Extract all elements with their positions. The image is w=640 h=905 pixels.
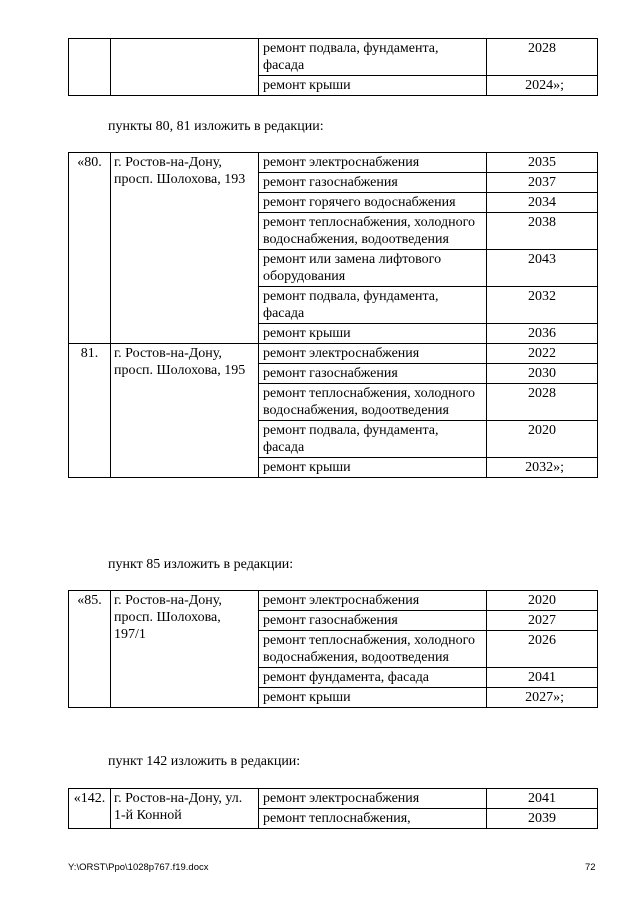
year-cell: 2027: [487, 611, 598, 631]
work-type-cell: ремонт газоснабжения: [259, 611, 487, 631]
work-type-cell: ремонт подвала, фундамента, фасада: [259, 287, 487, 324]
year-cell: 2020: [487, 421, 598, 458]
item-number-cell: 81.: [69, 344, 111, 478]
work-type-cell: ремонт крыши: [259, 688, 487, 708]
year-cell: 2032: [487, 287, 598, 324]
work-type-cell: ремонт крыши: [259, 458, 487, 478]
work-type-cell: ремонт крыши: [259, 76, 487, 96]
amendment-instruction: пункт 85 изложить в редакции:: [108, 557, 294, 572]
year-cell: 2030: [487, 364, 598, 384]
year-cell: 2036: [487, 324, 598, 344]
work-type-cell: ремонт газоснабжения: [259, 173, 487, 193]
work-type-cell: ремонт горячего водоснабжения: [259, 193, 487, 213]
address-cell: г. Ростов-на-Дону, просп. Шолохова, 193: [111, 153, 259, 344]
year-cell: 2038: [487, 213, 598, 250]
year-cell: 2041: [487, 668, 598, 688]
work-type-cell: ремонт фундамента, фасада: [259, 668, 487, 688]
work-type-cell: ремонт подвала, фундамента, фасада: [259, 421, 487, 458]
year-cell: 2043: [487, 250, 598, 287]
work-type-cell: ремонт электроснабжения: [259, 591, 487, 611]
item-number-cell: «80.: [69, 153, 111, 344]
year-cell: 2028: [487, 39, 598, 76]
year-cell: 2024»;: [487, 76, 598, 96]
table-row: [69, 153, 598, 173]
year-cell: 2020: [487, 591, 598, 611]
year-cell: 2035: [487, 153, 598, 173]
year-cell: 2041: [487, 789, 598, 809]
year-cell: 2034: [487, 193, 598, 213]
work-type-cell: ремонт подвала, фундамента, фасада: [259, 39, 487, 76]
work-type-cell: ремонт электроснабжения: [259, 344, 487, 364]
address-cell: г. Ростов-на-Дону, просп. Шолохова, 197/1: [111, 591, 259, 708]
table-row: [69, 789, 598, 809]
amendment-instruction: пункт 142 изложить в редакции:: [108, 754, 301, 769]
schedule-table-continued: [68, 38, 598, 96]
year-cell: 2022: [487, 344, 598, 364]
address-cell: г. Ростов-на-Дону, ул. 1-й Конной: [111, 789, 259, 829]
page-number: 72: [585, 862, 596, 873]
work-type-cell: ремонт или замена лифтового оборудования: [259, 250, 487, 287]
document-file-path: Y:\ORST\Ppo\1028p767.f19.docx: [68, 862, 209, 873]
year-cell: 2027»;: [487, 688, 598, 708]
work-type-cell: ремонт теплоснабжения, холодного водоснабжения, водоотведения: [259, 631, 487, 668]
year-cell: 2039: [487, 809, 598, 829]
work-type-cell: ремонт теплоснабжения, холодного водоснабжения, водоотведения: [259, 384, 487, 421]
address-cell: [111, 39, 259, 96]
year-cell: 2037: [487, 173, 598, 193]
schedule-table-item-85: [68, 590, 598, 708]
work-type-cell: ремонт теплоснабжения, холодного водоснабжения, водоотведения: [259, 213, 487, 250]
table-row: [69, 591, 598, 611]
work-type-cell: ремонт крыши: [259, 324, 487, 344]
work-type-cell: ремонт электроснабжения: [259, 153, 487, 173]
work-type-cell: ремонт теплоснабжения,: [259, 809, 487, 829]
year-cell: 2026: [487, 631, 598, 668]
year-cell: 2028: [487, 384, 598, 421]
item-number-cell: [69, 39, 111, 96]
item-number-cell: «85.: [69, 591, 111, 708]
work-type-cell: ремонт электроснабжения: [259, 789, 487, 809]
year-cell: 2032»;: [487, 458, 598, 478]
schedule-table-items-80-81: [68, 152, 598, 478]
table-row: [69, 344, 598, 364]
item-number-cell: «142.: [69, 789, 111, 829]
schedule-table-item-142: [68, 788, 598, 829]
work-type-cell: ремонт газоснабжения: [259, 364, 487, 384]
address-cell: г. Ростов-на-Дону, просп. Шолохова, 195: [111, 344, 259, 478]
table-row: [69, 39, 598, 76]
amendment-instruction: пункты 80, 81 изложить в редакции:: [108, 119, 324, 134]
